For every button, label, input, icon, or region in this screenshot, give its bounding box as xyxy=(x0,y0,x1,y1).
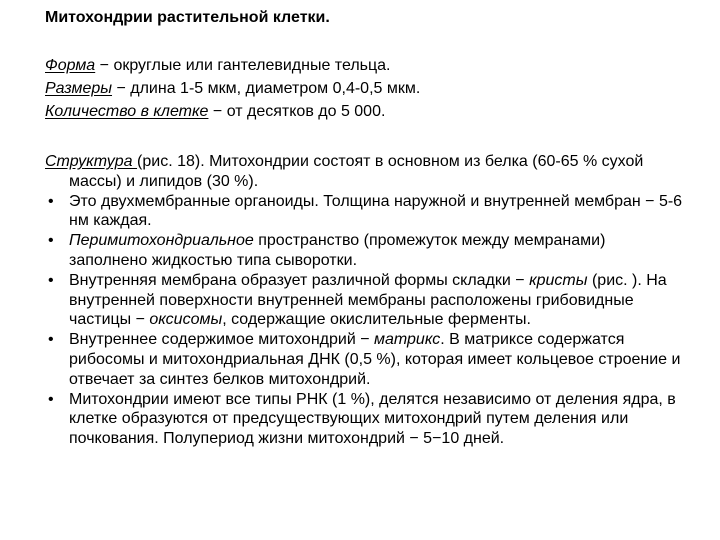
shape-line xyxy=(45,54,420,77)
count-text: − от десятков до 5 000. xyxy=(208,103,386,120)
structure-text: (рис. 18). Митохондрии состоят в основном из белка (60-65 % сухой массы) и липидов (30 %). xyxy=(69,153,644,190)
bullet-icon: • xyxy=(48,232,54,250)
structure-intro xyxy=(45,152,685,192)
bullet-text-b: (рис. ). На внутренней поверхности внутренней мембраны расположены грибовидные частицы − xyxy=(69,271,667,329)
bullet-text-a: Внутренняя мембрана образует различной формы складки − xyxy=(69,271,530,289)
shape-text: − округлые или гантелевидные тельца. xyxy=(95,57,391,74)
term-perimitochondrial: Перимитохондриальное xyxy=(69,232,254,250)
term-cristae: кристы xyxy=(529,271,588,289)
bullet-text-c: , содержащие окислительные ферменты. xyxy=(222,311,531,329)
bullet-icon: • xyxy=(48,271,54,289)
bullet-text: пространство (промежуток между мемранами) заполнено жидкостью типа сыворотки. xyxy=(69,232,606,269)
structure-block xyxy=(45,152,685,449)
bullet-text: Это двухмембранные органоиды. Толщина наружной и внутренней мембран − 5-6 нм каждая. xyxy=(69,192,683,230)
page-title: Митохондрии растительной клетки. xyxy=(45,9,330,26)
sizes-label: Размеры xyxy=(45,80,113,97)
bullet-text-a: Внутреннее содержимое митохондрий − xyxy=(69,331,374,349)
count-label: Количество в клетке xyxy=(45,103,209,120)
term-oxysomes: оксисомы xyxy=(149,311,223,329)
bullet-item-rna xyxy=(45,390,685,449)
shape-label: Форма xyxy=(45,57,96,74)
sizes-line xyxy=(45,77,420,100)
properties-block xyxy=(45,54,420,123)
count-line xyxy=(45,100,420,123)
bullet-icon: • xyxy=(48,390,54,408)
structure-label: Структура xyxy=(45,153,138,170)
bullet-icon: • xyxy=(48,192,54,210)
bullet-text: Митохондрии имеют все типы РНК (1 %), делятся независимо от деления ядра, в клетке образуются от предсуществующих митохондрий путем деления или почкования. Полупериод жизни митохондрий − 5−10 дней. xyxy=(69,390,676,448)
bullet-icon: • xyxy=(48,331,54,349)
structure-bullet-list xyxy=(45,192,685,449)
bullet-item-membranes xyxy=(45,192,685,232)
bullet-text-b: . В матриксе содержатся рибосомы и митохондриальная ДНК (0,5 %), которая имеет кольцевое строение и отвечает за синтез белков митохондрий. xyxy=(69,331,681,388)
sizes-text: − длина 1-5 мкм, диаметром 0,4-0,5 мкм. xyxy=(112,80,421,97)
term-matrix: матрикс xyxy=(374,331,441,349)
bullet-item-matrix xyxy=(45,330,685,389)
bullet-item-perimitochondrial xyxy=(45,231,685,271)
bullet-item-inner-membrane xyxy=(45,271,685,330)
